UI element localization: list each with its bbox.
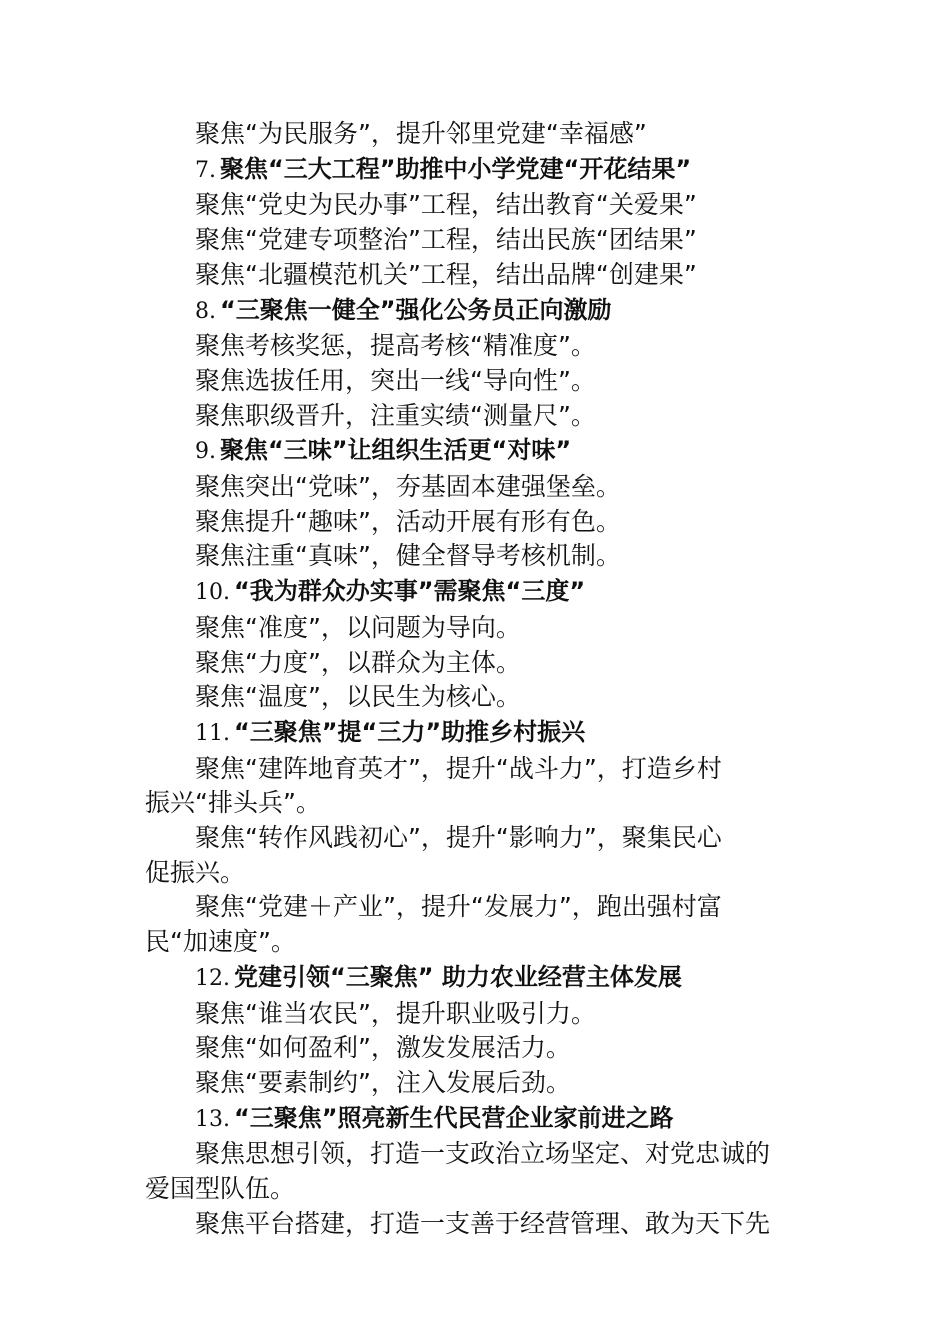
text-line: 聚焦注重“真味”，健全督导考核机制。	[195, 541, 621, 571]
section-heading-10	[145, 574, 810, 611]
heading-text: 聚焦“三味”让组织生活更“对味”	[220, 436, 572, 465]
paragraph-first-line: 聚焦思想引领，打造一支政治立场坚定、对党忠诚的	[195, 1139, 771, 1169]
text-line: 聚焦“准度”，以问题为导向。	[195, 612, 521, 642]
heading-number: 7.	[195, 157, 216, 183]
heading-number: 11.	[195, 720, 230, 746]
section-heading-13	[145, 1101, 810, 1138]
heading-number: 10.	[195, 580, 230, 606]
text-line: 聚焦“党史为民办事”工程，结出教育“关爱果”	[195, 190, 697, 220]
paragraph-continuation: 爱国型队伍。	[145, 1174, 296, 1204]
text-line: 聚焦“温度”，以民生为核心。	[195, 682, 521, 712]
paragraph-continuation: 振兴“排头兵”。	[145, 788, 321, 818]
text-line: 聚焦“力度”，以群众为主体。	[195, 647, 521, 677]
section-heading-9	[145, 433, 810, 470]
heading-text: “三聚焦一健全”强化公务员正向激励	[220, 295, 612, 324]
section-heading-11	[145, 715, 810, 752]
paragraph-first-line: 聚焦“转作风践初心”，提升“影响力”，聚集民心	[195, 823, 722, 853]
heading-text: 党建引领“三聚焦” 助力农业经营主体发展	[234, 962, 682, 991]
text-line: 聚焦“要素制约”，注入发展后劲。	[195, 1067, 571, 1097]
text-line: 聚焦提升“趣味”，活动开展有形有色。	[195, 506, 621, 536]
text-line: 聚焦“北疆模范机关”工程，结出品牌“创建果”	[195, 259, 697, 289]
heading-number: 9.	[195, 439, 216, 465]
section-heading-8	[145, 293, 810, 330]
heading-text: 聚焦“三大工程”助推中小学党建“开花结果”	[220, 154, 692, 183]
heading-text: “三聚焦”照亮新生代民营企业家前进之路	[234, 1103, 674, 1132]
text-line: 聚焦考核奖惩，提高考核“精准度”。	[195, 331, 596, 361]
paragraph-first-line: 聚焦“党建＋产业”，提升“发展力”，跑出强村富	[195, 892, 722, 922]
text-line: 聚焦“为民服务”，提升邻里党建“幸福感”	[195, 119, 647, 148]
text-line: 聚焦“谁当农民”，提升职业吸引力。	[195, 998, 596, 1028]
text-line: 聚焦选拔任用，突出一线“导向性”。	[195, 365, 596, 395]
text-line: 聚焦“党建专项整治”工程，结出民族“团结果”	[195, 225, 697, 255]
text-line: 聚焦职级晋升，注重实绩“测量尺”。	[195, 400, 596, 430]
text-line: 聚焦“如何盈利”，激发发展活力。	[195, 1033, 571, 1063]
paragraph-continuation: 民“加速度”。	[145, 927, 296, 957]
text-line: 聚焦突出“党味”，夯基固本建强堡垒。	[195, 472, 621, 502]
section-heading-7	[145, 152, 810, 189]
text-line: 聚焦平台搭建，打造一支善于经营管理、敢为天下先	[195, 1208, 771, 1238]
section-heading-12	[145, 960, 810, 997]
heading-text: “三聚焦”提“三力”助推乡村振兴	[234, 717, 586, 746]
heading-number: 8.	[195, 298, 216, 324]
document-page	[145, 117, 810, 1242]
heading-number: 12.	[195, 965, 230, 991]
paragraph-continuation: 促振兴。	[145, 857, 246, 887]
heading-text: “我为群众办实事”需聚焦“三度”	[234, 577, 586, 606]
heading-number: 13.	[195, 1106, 230, 1132]
paragraph-first-line: 聚焦“建阵地育英才”，提升“战斗力”，打造乡村	[195, 753, 722, 783]
